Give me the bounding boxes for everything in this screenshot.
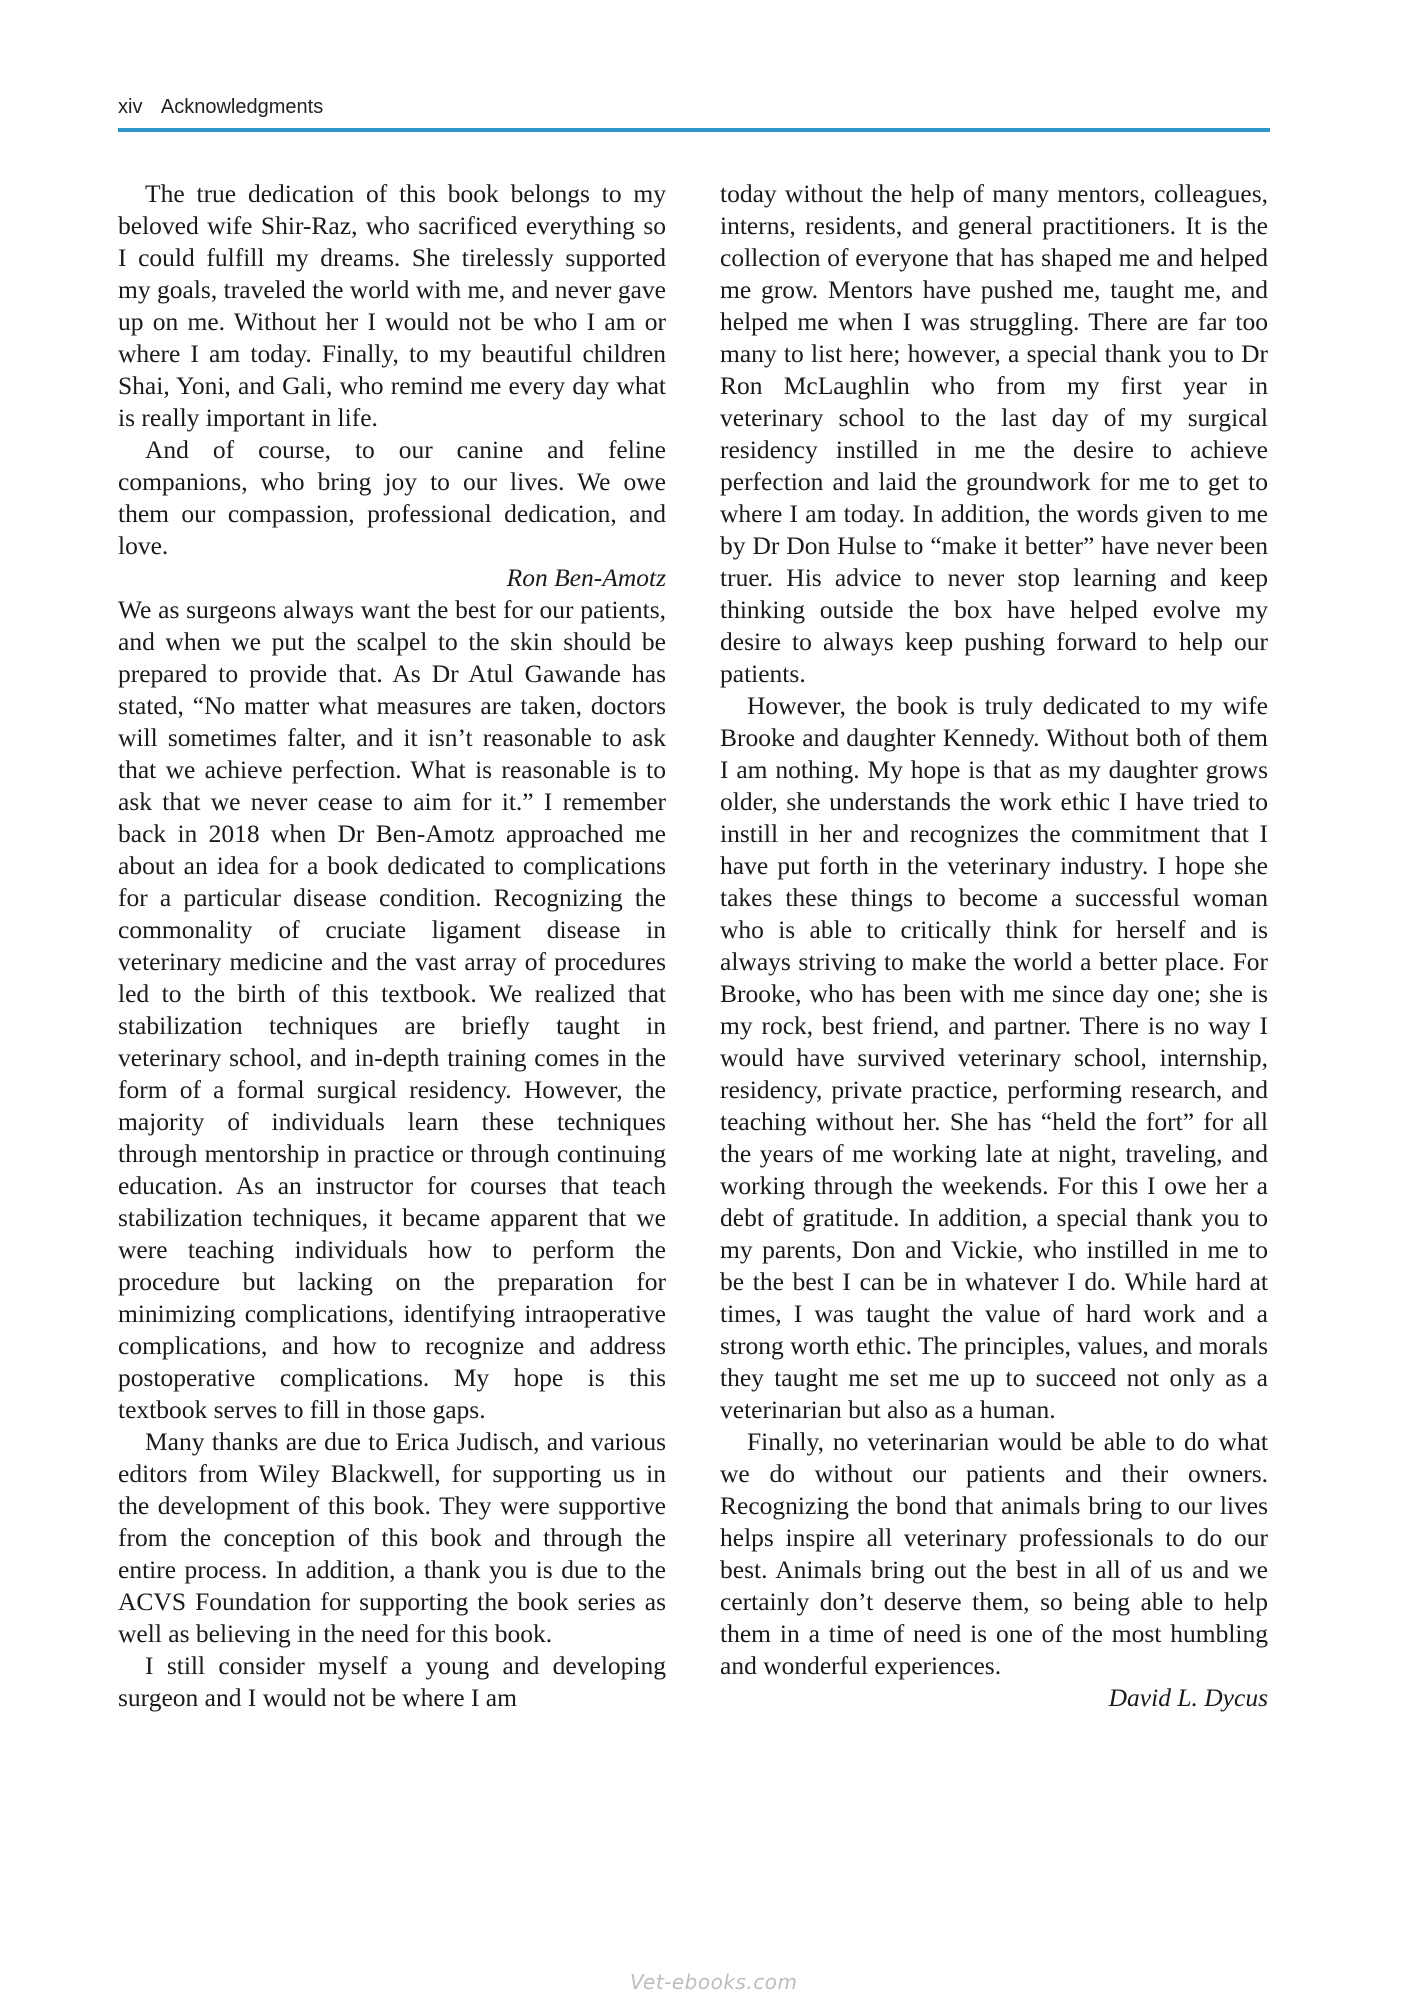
page-number: xiv [118, 96, 143, 118]
running-head [118, 96, 323, 119]
paragraph: I still consider myself a young and developing surgeon and I would not be where I am [118, 1651, 666, 1712]
section-title: Acknowledgments [160, 96, 324, 118]
paragraph: Finally, no veterinarian would be able to do what we do without our patients and their owners. Recognizing the bond that animals bring to our lives helps inspire all veterinary professionals to do our best. Animals bring out the best in all of us and we certainly don’t deserve them, so being able to help them in a time of need is one of the most humbling and wonderful experiences. [720, 1427, 1268, 1680]
header-rule [118, 128, 1270, 132]
paragraph: However, the book is truly dedicated to my wife Brooke and daughter Kennedy. Without both of them I am nothing. My hope is that as my daughter grows older, she understands the work ethic I have tried to instill in her and recognizes the commitment that I have put forth in the veterinary industry. I hope she takes these things to become a successful woman who is able to critically think for herself and is always striving to make the world a better place. For Brooke, who has been with me since day one; she is my rock, best friend, and partner. There is no way I would have survived veterinary school, internship, residency, private practice, performing research, and teaching without her. She has “held the fort” for all the years of me working late at night, traveling, and working through the weekends. For this I owe her a debt of gratitude. In addition, a special thank you to my parents, Don and Vickie, who instilled in me to be the best I can be in whatever I do. While hard at times, I was taught the value of hard work and a strong worth ethic. The principles, values, and morals they taught me set me up to succeed not only as a veterinarian but also as a human. [720, 691, 1268, 1424]
signature-ben-amotz: Ron Ben-Amotz [506, 563, 666, 592]
left-column [118, 178, 666, 1714]
paragraph: today without the help of many mentors, colleagues, interns, residents, and general practitioners. It is the collection of everyone that has shaped me and helped me grow. Mentors have pushed me, taught me, and helped me when I was struggling. There are far too many to list here; however, a special thank you to Dr Ron McLaughlin who from my first year in veterinary school to the last day of my surgical residency instilled in me the desire to achieve perfection and laid the groundwork for me to get to where I am today. In addition, the words given to me by Dr Don Hulse to “make it better” have never been truer. His advice to never stop learning and keep thinking outside the box have helped evolve my desire to always keep pushing forward to help our patients. [720, 179, 1268, 688]
watermark: Vet-ebooks.com [630, 1970, 798, 1994]
paragraph: Many thanks are due to Erica Judisch, and various editors from Wiley Blackwell, for supporting us in the development of this book. They were supportive from the conception of this book and through the entire process. In addition, a thank you is due to the ACVS Foundation for supporting the book series as well as believing in the need for this book. [118, 1427, 666, 1648]
paragraph: And of course, to our canine and feline companions, who bring joy to our lives. We owe them our compassion, professional dedication, and love. [118, 435, 666, 560]
right-column [720, 178, 1268, 1714]
signature-dycus: David L. Dycus [1108, 1683, 1268, 1712]
paragraph: We as surgeons always want the best for our patients, and when we put the scalpel to the skin should be prepared to provide that. As Dr Atul Gawande has stated, “No matter what measures are taken, doctors will sometimes falter, and it isn’t reasonable to ask that we achieve perfection. What is reasonable is to ask that we never cease to aim for it.” I remember back in 2018 when Dr Ben-Amotz approached me about an idea for a book dedicated to complications for a particular disease condition. Recognizing the commonality of cruciate ligament disease in veterinary medicine and the vast array of procedures led to the birth of this textbook. We realized that stabilization techniques are briefly taught in veterinary school, and in-depth training comes in the form of a formal surgical residency. However, the majority of individuals learn these techniques through mentorship in practice or through continuing education. As an instructor for courses that teach stabilization techniques, it became apparent that we were teaching individuals how to perform the procedure but lacking on the preparation for minimizing complications, identifying intraoperative complications, and how to recognize and address postoperative complications. My hope is this textbook serves to fill in those gaps. [118, 595, 666, 1424]
paragraph: The true dedication of this book belongs to my beloved wife Shir-Raz, who sacrificed everything so I could fulfill my dreams. She tirelessly supported my goals, traveled the world with me, and never gave up on me. Without her I would not be who I am or where I am today. Finally, to my beautiful children Shai, Yoni, and Gali, who remind me every day what is really important in life. [118, 179, 666, 432]
